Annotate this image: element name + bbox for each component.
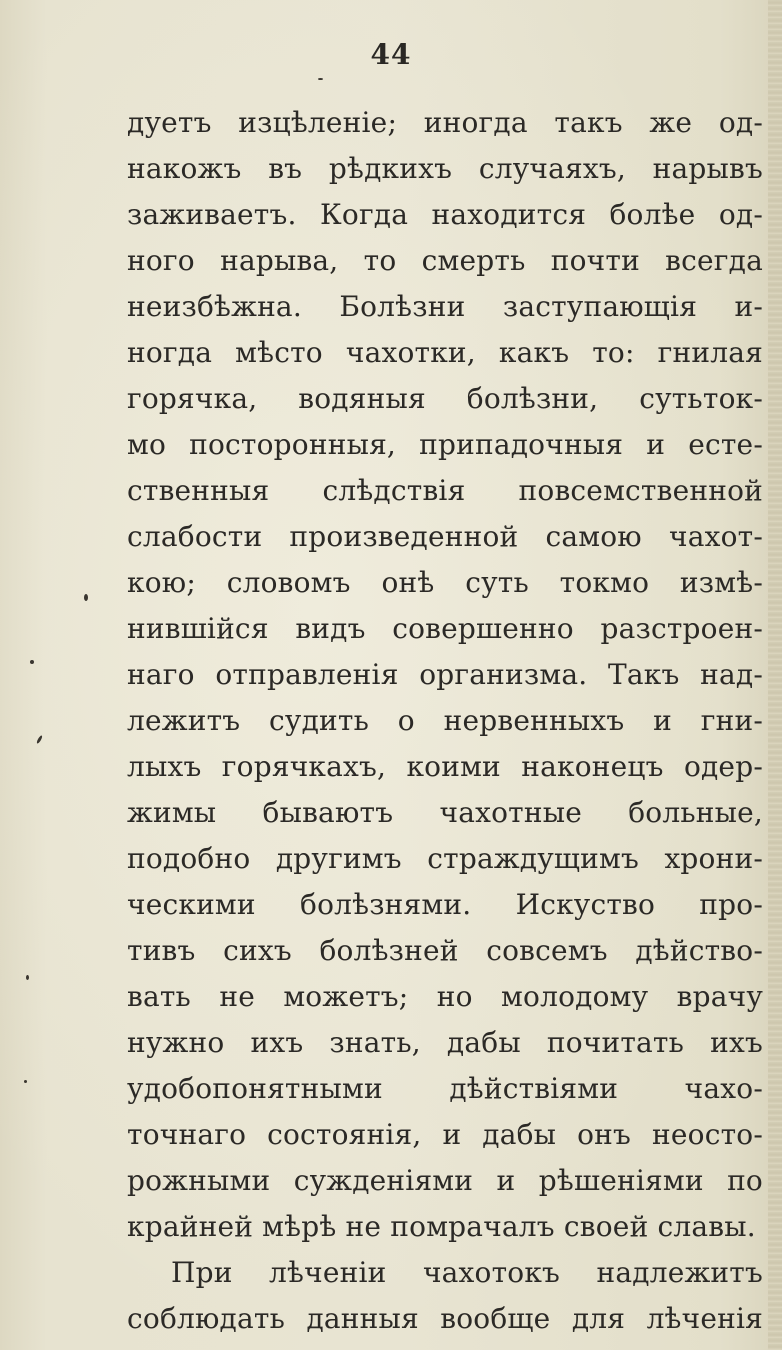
text-line: жимы бываютъ чахотные больные, xyxy=(127,796,763,829)
text-line: подобно другимъ страждущимъ хрони- xyxy=(127,842,763,875)
text-line: ческими болѣзнями. Искуство про- xyxy=(127,888,763,921)
text-line: накожъ въ рѣдкихъ случаяхъ, нарывъ xyxy=(127,152,763,185)
page-number: 44 xyxy=(370,38,412,71)
scan-speck xyxy=(24,1080,27,1083)
text-line: лежитъ судить о нервенныхъ и гни- xyxy=(127,704,763,737)
text-line: заживаетъ. Когда находится болѣе од- xyxy=(127,198,763,231)
text-line: слабости произведенной самою чахот- xyxy=(127,520,763,553)
scan-speck xyxy=(26,975,29,980)
scan-speck xyxy=(84,594,88,601)
paragraph-1 xyxy=(127,100,767,1250)
text-line: соблюдать данныя вообще для лѣченія xyxy=(127,1302,763,1335)
text-line: При лѣченіи чахотокъ надлежитъ xyxy=(171,1256,763,1289)
text-line: точнаго состоянія, и дабы онъ неосто- xyxy=(127,1118,763,1151)
text-line: горячка, водяныя болѣзни, сутьток- xyxy=(127,382,763,415)
text-line: дуетъ изцѣленіе; иногда такъ же од- xyxy=(127,106,763,139)
text-line: рожными сужденіями и рѣшеніями по xyxy=(127,1164,763,1197)
text-line: крайней мѣрѣ не помрачалъ своей славы. xyxy=(127,1210,756,1243)
body-text xyxy=(127,100,767,1342)
text-line: ногда мѣсто чахотки, какъ то: гнилая xyxy=(127,336,763,369)
text-line: тивъ сихъ болѣзней совсемъ дѣйство- xyxy=(127,934,763,967)
page-edge xyxy=(768,0,782,1350)
scan-speck xyxy=(36,735,43,744)
text-line: нившійся видъ совершенно разстроен- xyxy=(127,612,763,645)
text-line: вать не можетъ; но молодому врачу xyxy=(127,980,763,1013)
scan-speck xyxy=(318,78,323,80)
text-line: нужно ихъ знать, дабы почитать ихъ xyxy=(127,1026,763,1059)
text-line: лыхъ горячкахъ, коими наконецъ одер- xyxy=(127,750,763,783)
text-line: кою; словомъ онѣ суть токмо измѣ- xyxy=(127,566,763,599)
text-line: наго отправленія организма. Такъ над- xyxy=(127,658,763,691)
paragraph-2 xyxy=(127,1250,767,1342)
text-line: удобопонятными дѣйствіями чахо- xyxy=(127,1072,763,1105)
text-line: мо посторонныя, припадочныя и есте- xyxy=(127,428,763,461)
text-line: ственныя слѣдствія повсемственной xyxy=(127,474,763,507)
text-line: неизбѣжна. Болѣзни заступающія и- xyxy=(127,290,763,323)
text-line: ного нарыва, то смерть почти всегда xyxy=(127,244,763,277)
scan-speck xyxy=(30,660,34,664)
